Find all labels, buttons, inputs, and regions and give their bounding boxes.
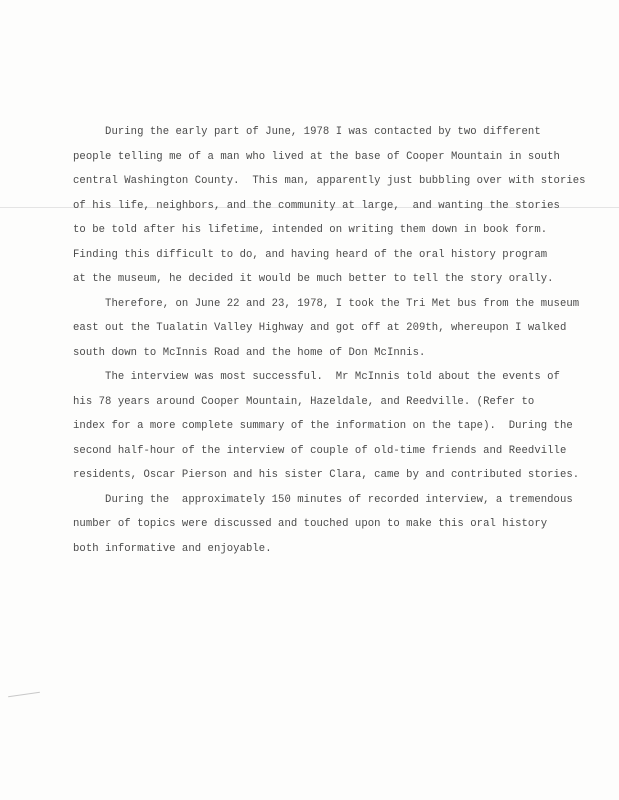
text-line: Therefore, on June 22 and 23, 1978, I took the Tri Met bus from the museum	[73, 297, 580, 310]
text-line: residents, Oscar Pierson and his sister Clara, came by and contributed stories.	[73, 469, 580, 481]
text-line: number of topics were discussed and touched upon to make this oral history	[73, 518, 548, 530]
paragraph-3	[73, 365, 580, 488]
paragraph-1	[73, 120, 586, 292]
text-line: south down to McInnis Road and the home of Don McInnis.	[73, 346, 426, 359]
text-line: east out the Tualatin Valley Highway and got off at 209th, whereupon I walked	[73, 322, 567, 334]
text-line: During the approximately 150 minutes of recorded interview, a tremendous	[73, 493, 573, 506]
text-line: central Washington County. This man, apparently just bubbling over with stories	[73, 175, 586, 187]
text-line: people telling me of a man who lived at the base of Cooper Mountain in south	[73, 150, 560, 163]
paragraph-2	[73, 292, 580, 366]
text-line: Finding this difficult to do, and having heard of the oral history program	[73, 248, 548, 261]
text-line: his 78 years around Cooper Mountain, Hazeldale, and Reedville. (Refer to	[73, 395, 535, 408]
text-line: at the museum, he decided it would be much better to tell the story orally.	[73, 273, 554, 285]
text-line: to be told after his lifetime, intended on writing them down in book form.	[73, 224, 548, 236]
text-line: of his life, neighbors, and the community at large, and wanting the stories	[73, 199, 560, 212]
text-line: During the early part of June, 1978 I was contacted by two different	[73, 126, 541, 138]
margin-pencil-mark	[8, 692, 40, 697]
text-line: index for a more complete summary of the information on the tape). During the	[73, 420, 573, 432]
typed-text-body	[73, 120, 586, 561]
text-line: The interview was most successful. Mr McInnis told about the events of	[73, 371, 560, 383]
paragraph-4	[73, 488, 573, 562]
text-line: second half-hour of the interview of couple of old-time friends and Reedville	[73, 444, 567, 457]
text-line: both informative and enjoyable.	[73, 542, 272, 555]
